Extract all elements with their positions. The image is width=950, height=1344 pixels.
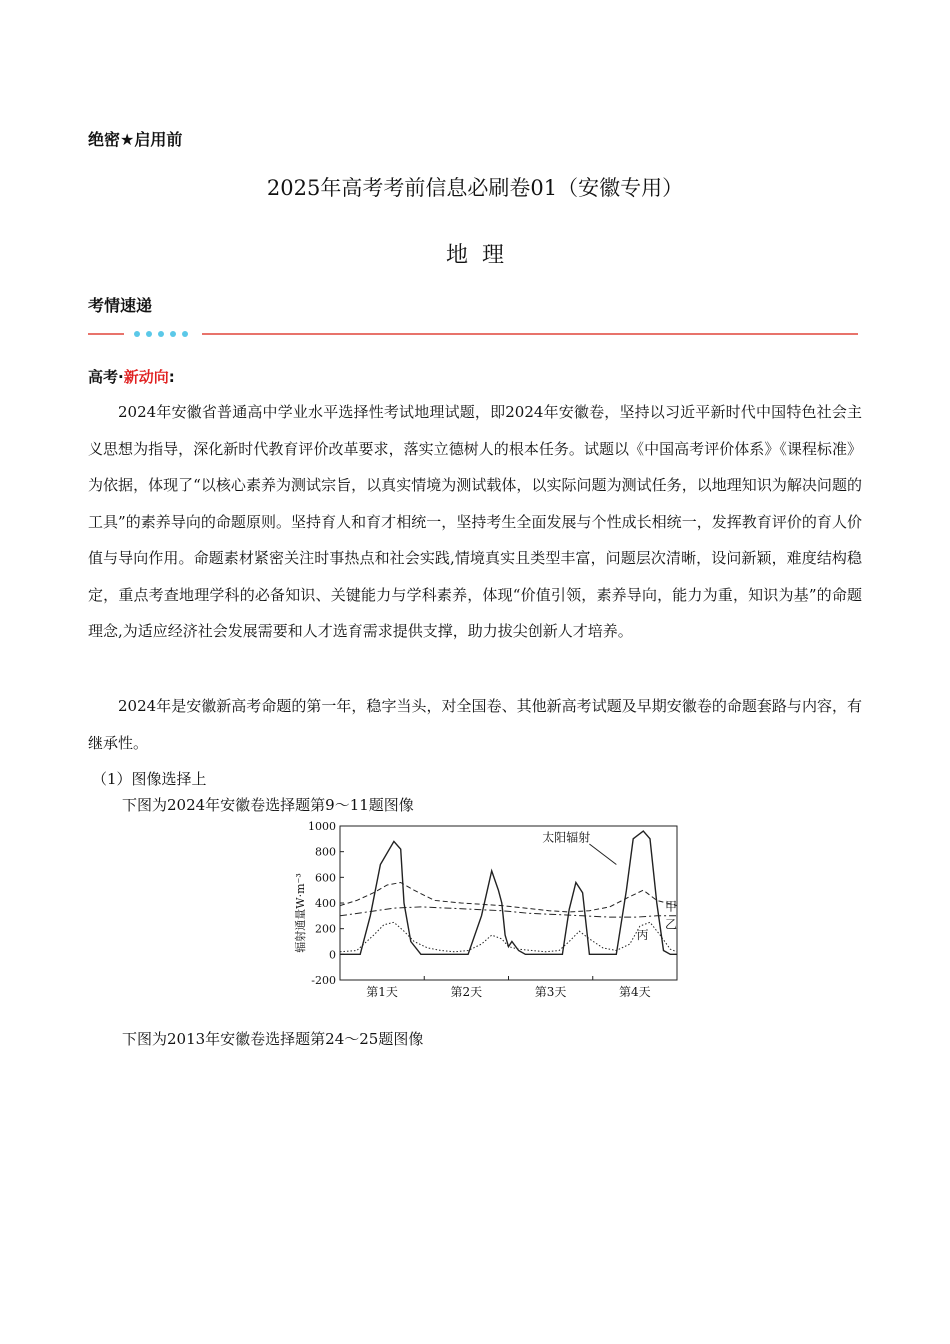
y-tick-label: 400 [315,897,336,910]
divider-dot [182,331,188,337]
paragraph: 2024年是安徽新高考命题的第一年，稳字当头，对全国卷、其他新高考试题及早期安徽卷的命题套路与内容，有继承性。 [88,697,862,752]
annotation-solar-radiation: 太阳辐射 [542,830,591,845]
divider-dot [134,331,140,337]
x-category-label: 第2天 [450,985,483,999]
new-trend-suffix: : [168,368,175,386]
y-axis-label: 辐射通量W·m⁻³ [294,873,307,953]
figure-caption: 下图为2024年安徽卷选择题第9～11题图像 [122,796,414,814]
page-title: 2025年高考考前信息必刷卷01（安徽专用） [266,176,684,200]
divider-line-left [88,333,124,335]
subject-title: 地理 [445,243,518,268]
new-trend-label [88,366,175,387]
divider-dot [146,331,152,337]
y-tick-label: 200 [315,922,336,936]
divider-dot [170,331,176,337]
y-tick-label: 600 [315,871,336,885]
annotation-bing: 丙 [636,927,649,942]
y-tick-label: 800 [315,845,336,859]
x-category-label: 第4天 [619,985,651,999]
series-line-solid [340,831,677,954]
new-trend-highlight: 新动向 [123,368,169,386]
paragraph: 2024年安徽省普通高中学业水平选择性考试地理试题，即2024年安徽卷，坚持以习近平新时代中国特色社会主义思想为指导，深化新时代教育评价改革要求，落实立德树人的根本任务。试题以《中国高考评价体系》《课程标准》为依据，体现了“以核心素养为测试宗旨，以真实情境为测试载体，以实际问题为测试任务，以地理知识为解决问题的工具”的素养导向的命题原则。坚持育人和育才相统一，坚持考生全面发展与个性成长相统一，发挥教育评价的育人价值与导向作用。命题素材紧密关注时事热点和社会实践,情境真实且类型丰富，问题层次清晰，设问新颖，难度结构稳定，重点考查地理学科的必备知识、关键能力与学科素养，体现“价值引领，素养导向，能力为重，知识为基”的命题理念,为适应经济社会发展需要和人才选育需求提供支撑，助力拔尖创新人才培养。 [88,403,862,640]
section-divider [88,324,858,344]
series-line-dash-dot [340,907,677,917]
new-trend-prefix: 高考· [88,368,124,386]
annotation-pointer [589,844,616,865]
divider-dots [134,329,194,339]
chart-frame [340,826,677,980]
divider-dot [158,331,164,337]
y-tick-label: 0 [329,948,336,962]
radiation-line-chart [292,818,692,1000]
annotation-yi: 乙 [665,917,678,932]
figure-caption: 下图为2013年安徽卷选择题第24～25题图像 [122,1030,424,1048]
confidential-mark: 绝密★启用前 [88,130,183,149]
divider-line-right [202,333,858,335]
x-category-label: 第3天 [534,985,567,999]
annotation-jia: 甲 [665,899,678,914]
x-category-label: 第1天 [366,985,398,999]
y-tick-label: 1000 [308,820,336,833]
section-heading: 考情速递 [88,296,153,315]
list-item-heading: （1）图像选择上 [92,770,207,788]
y-tick-label: -200 [311,974,336,987]
